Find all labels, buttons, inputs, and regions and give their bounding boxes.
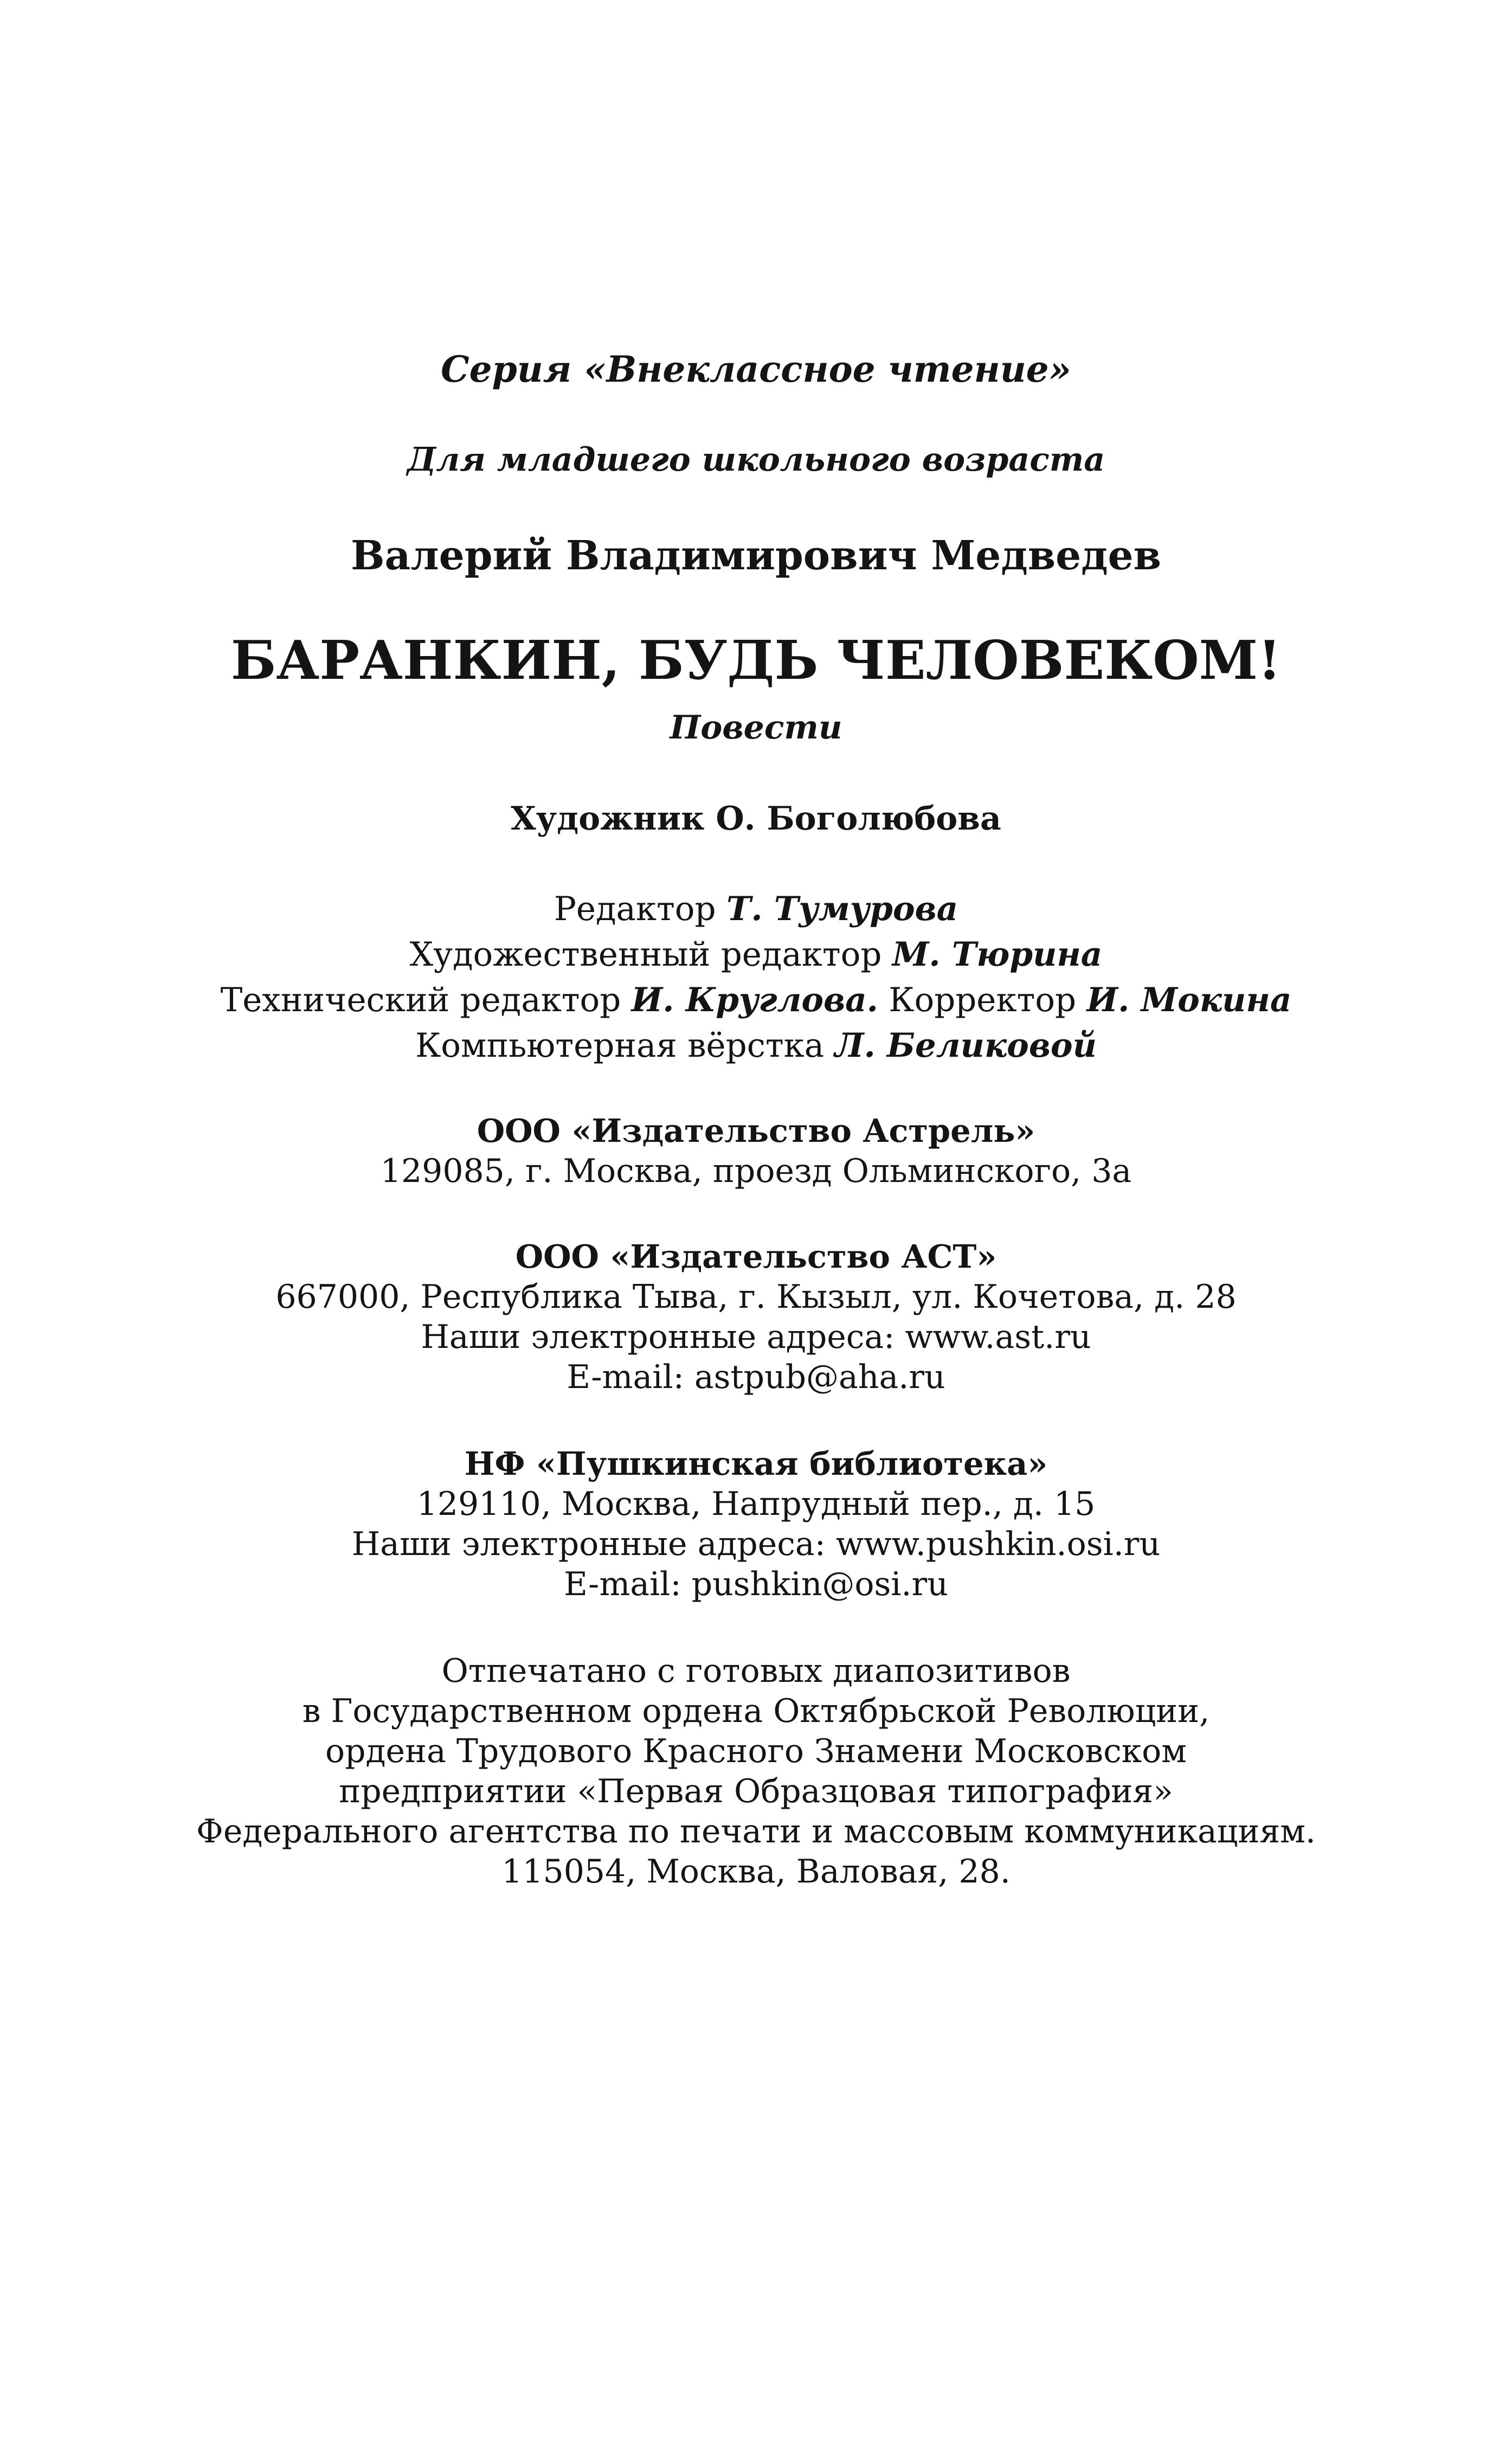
credit-editor	[0, 892, 1512, 926]
series-line: Серия «Внеклассное чтение»	[441, 348, 1071, 390]
credit-role: Компьютерная вёрстка	[415, 1026, 825, 1065]
publisher-ast-web: Наши электронные адреса: www.ast.ru	[421, 1318, 1091, 1356]
printer-line: ордена Трудового Красного Знамени Московском	[325, 1732, 1187, 1770]
publisher-ast-name: ООО «Издательство АСТ»	[515, 1238, 997, 1275]
credit-person: Т. Тумурова	[726, 890, 958, 928]
printer-line: предприятии «Первая Образцовая типография»	[339, 1772, 1173, 1810]
credit-person: И. Круглова.	[631, 981, 878, 1019]
credit-role: Корректор	[889, 981, 1077, 1019]
credit-tech-editor	[0, 981, 1512, 1019]
publisher-pushkin-address: 129110, Москва, Напрудный пер., д. 15	[416, 1485, 1096, 1523]
credit-layout	[0, 1026, 1512, 1065]
publisher-ast-email: E-mail: astpub@aha.ru	[567, 1358, 945, 1396]
book-title: БАРАНКИН, БУДЬ ЧЕЛОВЕКОМ!	[230, 629, 1282, 692]
credit-role: Художественный редактор	[409, 935, 882, 974]
printer-line: Отпечатано с готовых диапозитивов	[441, 1652, 1071, 1690]
printer-line: 115054, Москва, Валовая, 28.	[501, 1853, 1011, 1891]
audience-line: Для младшего школьного возраста	[407, 441, 1105, 479]
printer-line: Федерального агентства по печати и массовым коммуникациям.	[196, 1813, 1316, 1850]
publisher-pushkin-email: E-mail: pushkin@osi.ru	[564, 1565, 948, 1603]
credit-role: Технический редактор	[220, 981, 621, 1019]
book-subtitle: Повести	[670, 709, 842, 747]
publisher-pushkin-web: Наши электронные адреса: www.pushkin.osi.ru	[351, 1525, 1161, 1563]
credit-role: Редактор	[554, 890, 716, 928]
credit-art-editor	[0, 935, 1512, 974]
publisher-astrel-address: 129085, г. Москва, проезд Ольминского, 3а	[380, 1152, 1132, 1190]
illustrator-line: Художник О. Боголюбова	[511, 800, 1001, 838]
credit-person: М. Тюрина	[892, 935, 1103, 974]
publisher-ast-address: 667000, Республика Тыва, г. Кызыл, ул. Кочетова, д. 28	[275, 1278, 1237, 1316]
printer-line: в Государственном ордена Октябрьской Революции,	[302, 1692, 1210, 1730]
publisher-pushkin-name: НФ «Пушкинская библиотека»	[464, 1445, 1048, 1482]
author-name: Валерий Владимирович Медведев	[350, 532, 1162, 579]
credit-person: И. Мокина	[1086, 981, 1292, 1019]
credit-person: Л. Беликовой	[834, 1026, 1097, 1065]
publisher-astrel-name: ООО «Издательство Астрель»	[477, 1112, 1035, 1149]
